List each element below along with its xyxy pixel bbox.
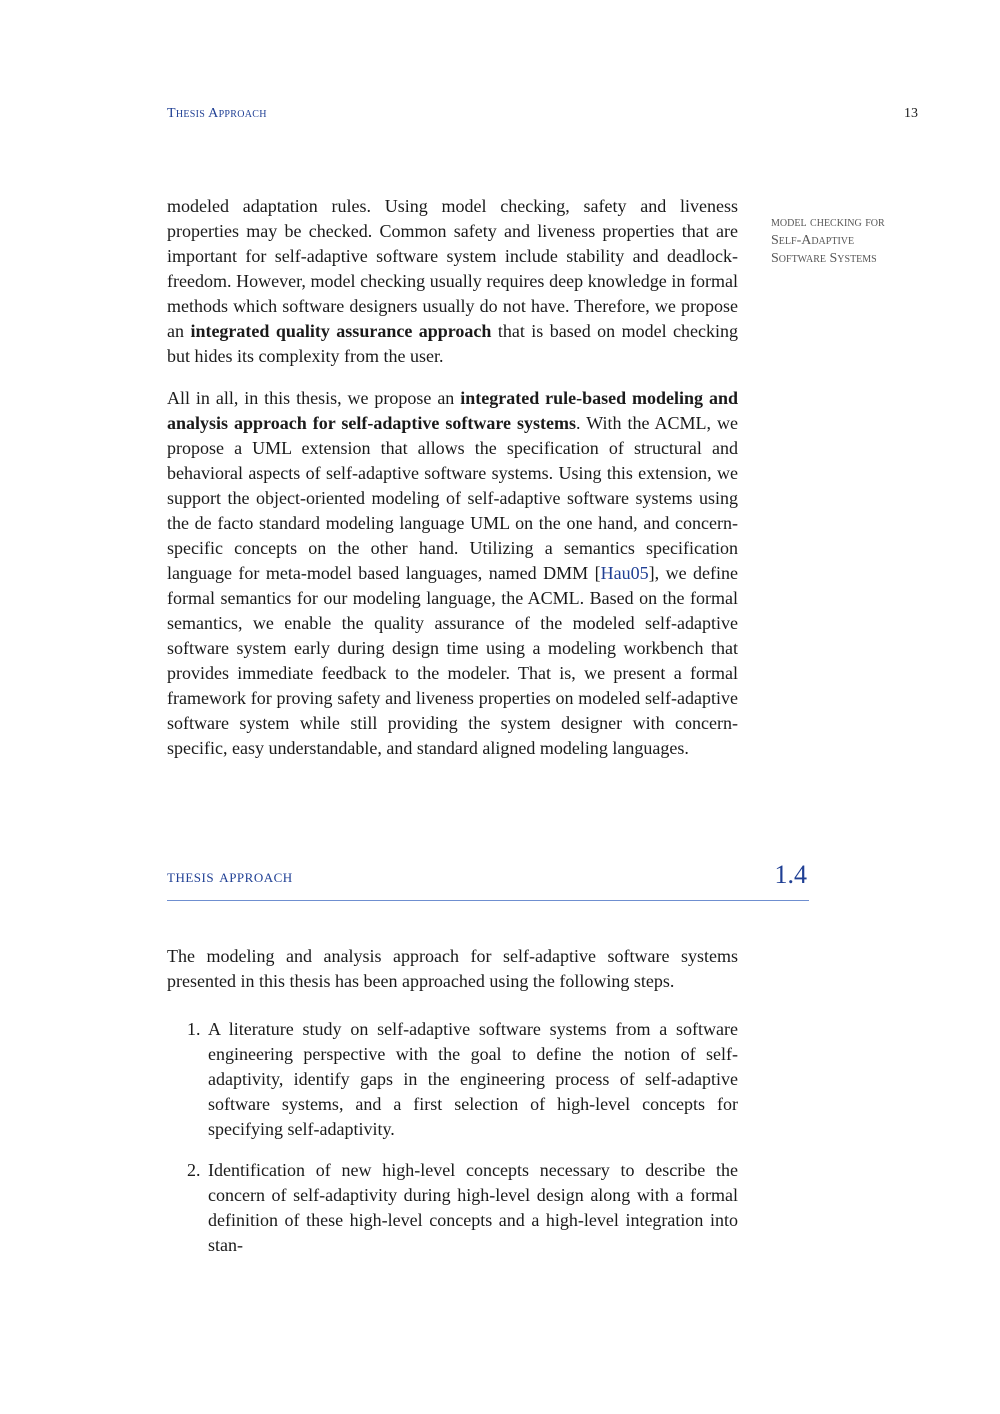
list-item-text: Identification of new high-level concepts necessary to describe the concern of self-adaptivity during high-level design along with a formal definition of these high-level concepts and a high-level integration into stan- [208,1160,738,1255]
list-item-number: 2. [187,1160,201,1180]
paragraph1-bold: integrated quality assurance approach [190,321,492,341]
margin-note-line-2: Self-Adaptive [771,233,855,248]
citation-link[interactable]: Hau05 [600,563,649,583]
list-item [167,1158,738,1258]
margin-note-line-3: Software Systems [771,251,877,266]
paragraph2-bold: integrated rule-based modeling and analysis approach for self-adaptive software systems [167,388,738,433]
paragraph1-text-b: that is based on model checking but hides its complexity from the user. [167,321,738,366]
running-header-title: Thesis Approach [167,106,267,121]
section-heading [167,860,809,901]
paragraph-approach-intro [167,944,738,994]
margin-note-line-1: model checking for [771,215,885,230]
paragraph3-text: The modeling and analysis approach for self-adaptive software systems presented in this thesis has been approached using the following steps. [167,946,738,991]
paragraph1-text-a: modeled adaptation rules. Using model checking, safety and liveness properties may be checked. Common safety and liveness properties that are important for self-adaptive software system include stability and deadlock-freedom. However, model checking usually requires deep knowledge in formal methods which software designers usually do not have. Therefore, we propose an [167,196,738,341]
paragraph2-text-c: ], we define formal semantics for our modeling language, the ACML. Based on the formal semantics, we enable the quality assurance of the modeled self-adaptive software system early during design time using a modeling workbench that provides immediate feedback to the modeler. That is, we present a formal framework for proving safety and liveness properties on modeled self-adaptive software system while still providing the system designer with concern-specific, easy understandable, and standard aligned modeling languages. [167,563,738,758]
section-number: 1.4 [774,860,807,889]
paragraph2-text-b: . With the ACML, we propose a UML extension that allows the specification of structural and behavioral aspects of self-adaptive software systems. Using this extension, we support the object-oriented modeling of self-adaptive software systems using the de facto standard modeling language UML on the one hand, and concern-specific concepts on the other hand. Utilizing a semantics specification language for meta-model based languages, named DMM [ [167,413,738,583]
section-title: thesis approach [167,866,293,887]
paragraph-summary [167,386,738,761]
margin-note [771,214,931,268]
list-item-number: 1. [187,1019,201,1039]
paragraph-model-checking [167,194,738,369]
steps-list [167,1017,738,1274]
page-number: 13 [904,106,918,121]
paragraph2-text-a: All in all, in this thesis, we propose an [167,388,461,408]
list-item-text: A literature study on self-adaptive software systems from a software engineering perspective with the goal to define the notion of self-adaptivity, identify gaps in the engineering process of self-adaptive software systems, and a first selection of high-level concepts for specifying self-adaptivity. [208,1019,738,1139]
list-item [167,1017,738,1142]
